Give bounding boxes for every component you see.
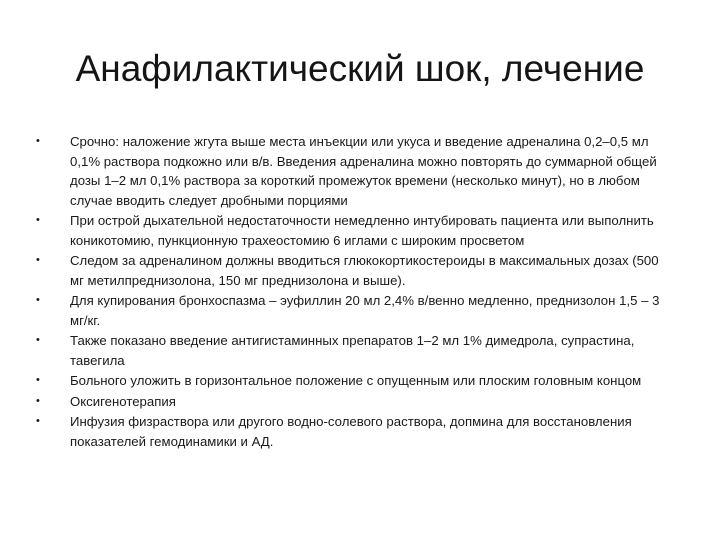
bullet-icon: • bbox=[36, 254, 40, 266]
bullet-item bbox=[36, 251, 676, 290]
slide-title: Анафилактический шок, лечение bbox=[75, 48, 645, 89]
bullet-text: Оксигенотерапия bbox=[70, 393, 176, 409]
bullet-list bbox=[36, 132, 676, 452]
bullet-icon: • bbox=[36, 415, 40, 427]
bullet-text: Больного уложить в горизонтальное положение с опущенным или плоским головным концом bbox=[70, 373, 642, 388]
bullet-text: Для купирования бронхоспазма – эуфиллин 20 мл 2,4% в/венно медленно, преднизолон 1,5 – 3 мг/кг. bbox=[70, 293, 660, 328]
bullet-item bbox=[36, 412, 676, 451]
bullet-item bbox=[36, 211, 676, 250]
bullet-icon: • bbox=[36, 374, 40, 386]
bullet-icon: • bbox=[36, 294, 40, 306]
bullet-icon: • bbox=[36, 394, 40, 407]
bullet-icon: • bbox=[36, 334, 40, 346]
bullet-item bbox=[36, 132, 676, 210]
bullet-text: Следом за адреналином должны вводиться глюкокортикостероиды в максимальных дозах (500 мг метилпреднизолона, 150 мг преднизолона и выше). bbox=[70, 253, 659, 288]
bullet-item bbox=[36, 291, 676, 330]
bullet-icon: • bbox=[36, 214, 40, 226]
bullet-text: Также показано введение антигистаминных препаратов 1–2 мл 1% димедрола, супрастина, тавегила bbox=[70, 333, 635, 368]
bullet-text: Срочно: наложение жгута выше места инъекции или укуса и введение адреналина 0,2–0,5 мл 0,1% раствора подкожно или в/в. Введения адреналина можно повторять до суммарной общей дозы 1–2 мл 0,1% раствора за короткий промежуток времени (несколько минут), но в любом случае вводить следует дробными порциями bbox=[70, 134, 657, 208]
bullet-item bbox=[36, 331, 676, 370]
bullet-item bbox=[36, 371, 676, 391]
bullet-text: Инфузия физраствора или другого водно-солевого раствора, допмина для восстановления показателей гемодинамики и АД. bbox=[70, 414, 632, 449]
bullet-text: При острой дыхательной недостаточности немедленно интубировать пациента или выполнить коникотомию, пункционную трахеостомию 6 иглами с широким просветом bbox=[70, 213, 654, 248]
bullet-icon: • bbox=[36, 135, 40, 147]
bullet-item bbox=[36, 392, 676, 412]
